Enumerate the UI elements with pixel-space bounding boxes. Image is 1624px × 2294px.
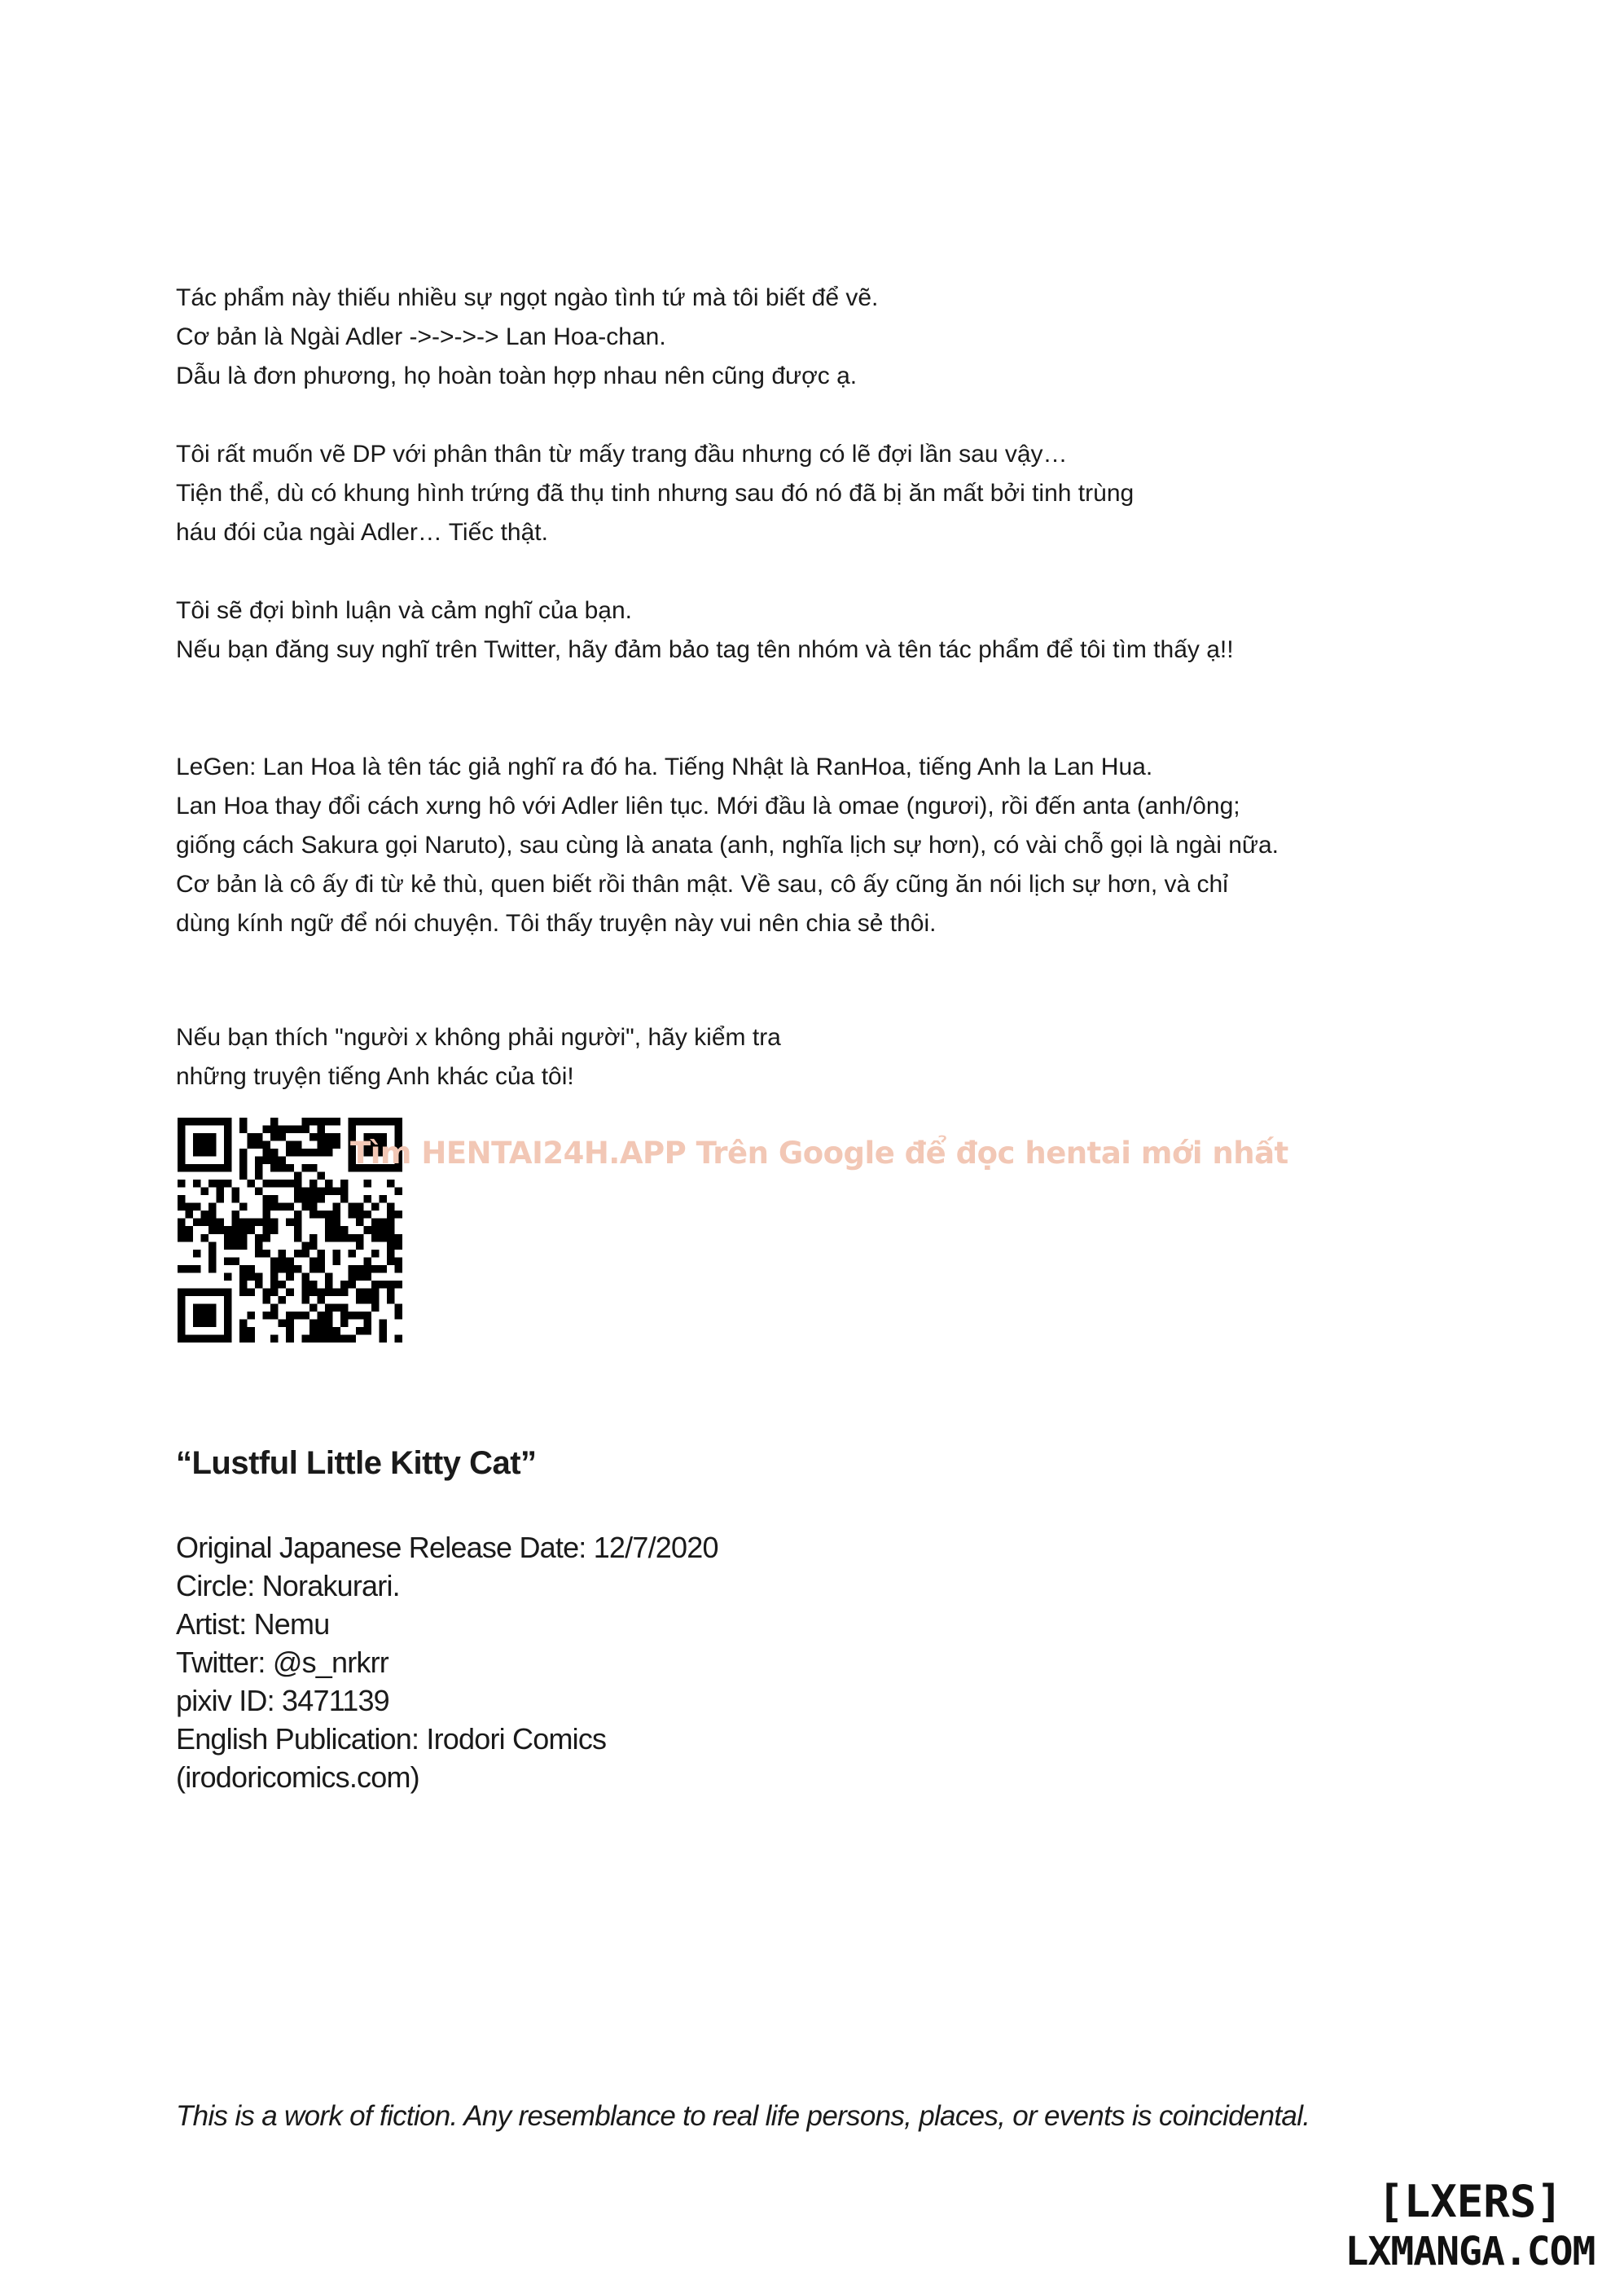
site-watermark: Tìm HENTAI24H.APP Trên Google để đọc hentai mới nhất	[350, 1136, 1288, 1171]
circle-credit: Circle: Norakurari.	[176, 1569, 400, 1602]
text-line: Nếu bạn đăng suy nghĩ trên Twitter, hãy đảm bảo tag tên nhóm và tên tác phẩm để tôi tìm thấy ạ!!	[176, 636, 1234, 663]
text-line: háu đói của ngài Adler… Tiếc thật.	[176, 519, 548, 546]
text-line: Tác phẩm này thiếu nhiều sự ngọt ngào tình tứ mà tôi biết để vẽ.	[176, 284, 879, 311]
artist-credit: Artist: Nemu	[176, 1607, 330, 1641]
publisher-website: (irodoricomics.com)	[176, 1760, 419, 1794]
text-line: những truyện tiếng Anh khác của tôi!	[176, 1063, 574, 1090]
text-line: Tiện thể, dù có khung hình trứng đã thụ tinh nhưng sau đó nó đã bị ăn mất bởi tinh trùng	[176, 480, 1135, 507]
text-line: giống cách Sakura gọi Naruto), sau cùng là anata (anh, nghĩa lịch sự hơn), có vài chỗ gọi là ngài nữa.	[176, 832, 1279, 859]
dp-paragraph	[176, 435, 1446, 552]
pixiv-credit: pixiv ID: 3471139	[176, 1684, 389, 1717]
book-title: “Lustful Little Kitty Cat”	[176, 1445, 537, 1481]
text-line: dùng kính ngữ để nói chuyện. Tôi thấy truyện này vui nên chia sẻ thôi.	[176, 910, 937, 937]
lxmanga-logo-text: LXMANGA.COM	[1345, 2229, 1595, 2274]
text-line: Lan Hoa thay đổi cách xưng hô với Adler liên tục. Mới đầu là omae (ngươi), rồi đến anta (anh/ông;	[176, 793, 1240, 820]
translator-note	[176, 748, 1446, 943]
text-line: Dẫu là đơn phương, họ hoàn toàn hợp nhau nên cũng được ạ.	[176, 363, 858, 389]
text-line: Tôi rất muốn vẽ DP với phân thân từ mấy trang đầu nhưng có lẽ đợi lần sau vậy…	[176, 441, 1068, 468]
fiction-disclaimer: This is a work of fiction. Any resemblance to real life persons, places, or events is coincidental.	[176, 2100, 1310, 2132]
credits-block	[176, 1528, 1153, 1796]
text-line: Tôi sẽ đợi bình luận và cảm nghĩ của bạn.	[176, 597, 633, 624]
promo-paragraph	[176, 1018, 1446, 1096]
publication-credit: English Publication: Irodori Comics	[176, 1722, 607, 1756]
text-line: Cơ bản là Ngài Adler ->->->-> Lan Hoa-chan.	[176, 323, 666, 350]
lxers-logo-text: [LXERS]	[1377, 2176, 1563, 2227]
twitter-credit: Twitter: @s_nrkrr	[176, 1646, 388, 1679]
text-line: Cơ bản là cô ấy đi từ kẻ thù, quen biết rồi thân mật. Về sau, cô ấy cũng ăn nói lịch sự hơn, và chỉ	[176, 871, 1228, 898]
text-line: LeGen: Lan Hoa là tên tác giả nghĩ ra đó ha. Tiếng Nhật là RanHoa, tiếng Anh la Lan Hua.	[176, 754, 1153, 780]
lxmanga-logo	[1336, 2177, 1604, 2276]
release-date: Original Japanese Release Date: 12/7/2020	[176, 1531, 718, 1564]
text-line: Nếu bạn thích "người x không phải người", hãy kiểm tra	[176, 1024, 781, 1051]
feedback-paragraph	[176, 591, 1446, 670]
intro-paragraph	[176, 279, 1446, 396]
